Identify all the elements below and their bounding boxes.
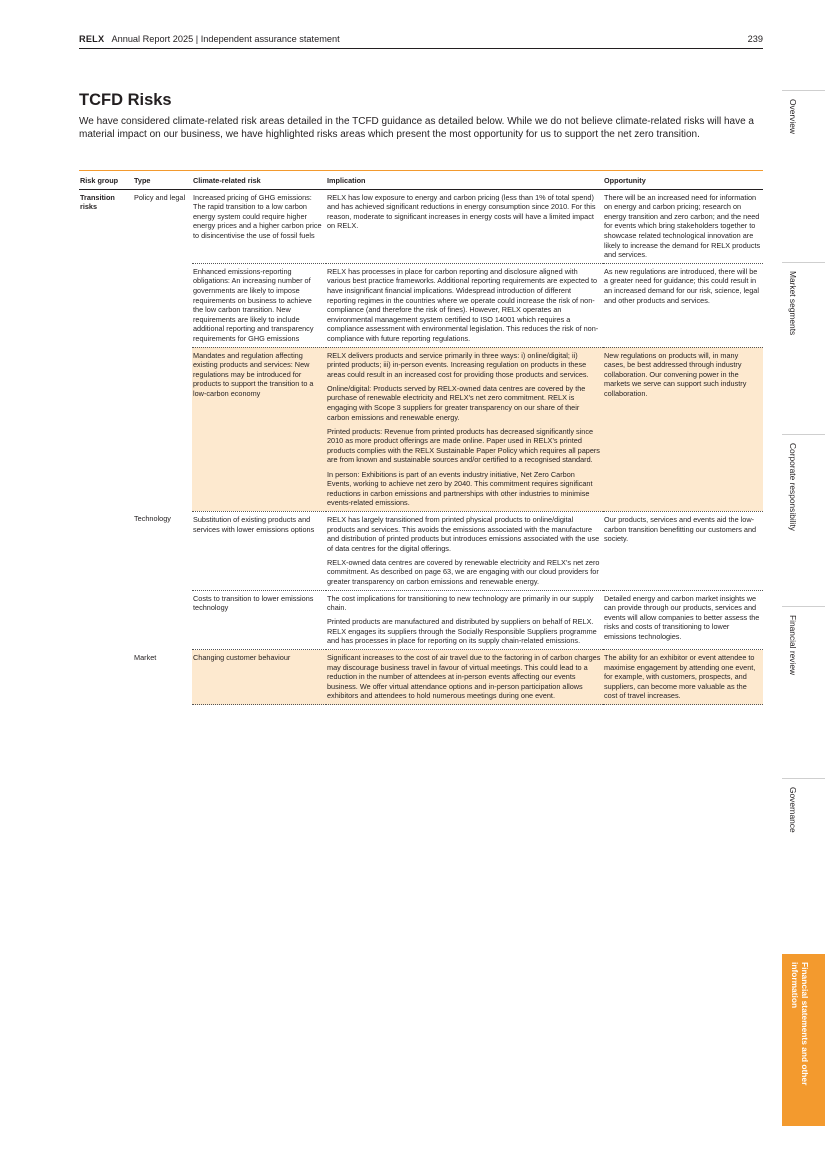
climate-risk-cell: Changing customer behaviour: [192, 650, 326, 705]
opportunity-cell: The ability for an exhibitor or event attendee to maximise engagement by attending one event, for example, with customers, prospects, and suppliers, can become more valuable as the cost of travel increases.: [603, 650, 763, 705]
implication-cell: [326, 347, 603, 511]
tab-label: Governance: [788, 787, 798, 833]
climate-risk-cell: Enhanced emissions-reporting obligations: An increasing number of governments are likely to impose requirements on business to achieve the low carbon transition. New requirements are likely to include additional reporting and transparency requirements for GHG emissions: [192, 263, 326, 347]
risk-group-cell: Transition risks: [80, 192, 115, 212]
type-cell: Technology: [134, 514, 171, 524]
risk-group-cell: [79, 511, 133, 590]
intro-paragraph: We have considered climate-related risk areas detailed in the TCFD guidance as detailed below. While we do not believe climate-related risks will have a material impact on our business, we have highlighted risks areas which present the most opportunity for us to support the net zero transition.: [79, 116, 754, 140]
tab-corporate-responsibility[interactable]: [782, 434, 825, 607]
implication-cell: [326, 590, 603, 649]
climate-risk-cell: Substitution of existing products and services with lower emissions options: [192, 511, 326, 590]
implication-paragraph: Online/digital: Products served by RELX-owned data centres are covered by the purchase of renewable electricity and RELX’s net zero commitment. RELX is engaging with Scope 3 suppliers for greater transparency on our share of their carbon emissions and renewable energy.: [327, 383, 586, 422]
tcfd-risk-table: [79, 172, 763, 705]
table-row: [79, 511, 763, 590]
page-title: TCFD Risks: [79, 91, 172, 109]
tab-market-segments[interactable]: [782, 262, 825, 435]
opportunity-cell: There will be an increased need for information on energy and carbon pricing; research on energy transition and zero carbon; and the need for events which bring stakeholders together to showcase related technological innovation are likely to increase the demand for RELX products and services.: [603, 189, 763, 263]
implication-cell: [326, 511, 603, 590]
table-row-highlighted: [79, 347, 763, 511]
climate-risk-cell: Costs to transition to lower emissions technology: [192, 590, 326, 649]
column-header-type: Type: [133, 172, 192, 189]
section-divider: [79, 170, 763, 171]
type-cell: Policy and legal: [134, 192, 186, 202]
brand-logo-text: RELX: [79, 34, 105, 44]
implication-paragraph: Printed products are manufactured and distributed by suppliers on behalf of RELX. RELX engages its suppliers through the Socially Responsible Suppliers programme and has processes in place for reporting on its supply chain-related emissions.: [327, 617, 597, 646]
column-header-implication: Implication: [326, 172, 603, 189]
header-subtitle: Annual Report 2025 | Independent assurance statement: [111, 34, 340, 44]
tab-financial-review[interactable]: [782, 606, 825, 779]
section-nav-tabs: [782, 90, 825, 1168]
risk-group-cell: [79, 347, 133, 511]
tab-overview[interactable]: [782, 90, 825, 263]
climate-risk-cell: Increased pricing of GHG emissions: The rapid transition to a low carbon energy system could require higher energy prices and a higher carbon price to disincentivise the use of fossil fuels: [192, 189, 326, 263]
implication-paragraph: Significant increases to the cost of air travel due to the factoring in of carbon charges may discourage business travel in favour of virtual meetings. This could lead to a reduction in the number of attendees at in-person events affecting our events business. We offer virtual attendance options and in-person participation allows exhibitors and attendees to hold numerous meetings during one event.: [327, 653, 601, 701]
implication-cell: [326, 189, 603, 263]
column-header-risk-group: Risk group: [79, 172, 133, 189]
table-row: [79, 590, 763, 649]
risk-group-cell: [79, 263, 133, 347]
risk-group-cell: [79, 590, 133, 649]
header-divider: [79, 48, 763, 49]
tab-financial-statements[interactable]: [782, 954, 825, 1126]
column-header-climate-risk: Climate-related risk: [192, 172, 326, 189]
implication-cell: [326, 263, 603, 347]
type-cell: [133, 263, 192, 347]
implication-cell: [326, 650, 603, 705]
page-number: 239: [747, 34, 763, 44]
type-cell: [133, 347, 192, 511]
implication-paragraph: Printed products: Revenue from printed products has decreased significantly since 2010 as more product offerings are made online. Paper used in RELX’s printed products complies with the RELX Sustainable Paper Policy which requires all papers are from known and sustainable sources and/or certified to a recognised standard.: [327, 426, 600, 465]
table-row-highlighted: [79, 650, 763, 705]
opportunity-cell: As new regulations are introduced, there will be a greater need for guidance; this could result in an increased demand for our risk, science, legal and other products and services.: [603, 263, 763, 347]
implication-paragraph: RELX-owned data centres are covered by renewable electricity and RELX’s net zero commitment. As described on page 63, we are engaging with our cloud providers for greater transparency on carbon emissions and renewable energy.: [327, 557, 600, 586]
table-row: [79, 263, 763, 347]
risk-group-cell: [79, 650, 133, 705]
tab-governance[interactable]: [782, 778, 825, 951]
type-cell: [133, 590, 192, 649]
table-header-row: [79, 172, 763, 189]
tab-label: Corporate responsibility: [788, 443, 798, 531]
table-row: [79, 189, 763, 263]
implication-paragraph: The cost implications for transitioning to new technology are primarily in our supply chain.: [327, 593, 594, 613]
implication-paragraph: RELX has largely transitioned from printed physical products to online/digital products and services. This avoids the emissions associated with the manufacture and distribution of printed products but introduces emissions associated with the use of data centres for the digital offerings.: [327, 514, 600, 553]
implication-paragraph: RELX delivers products and service primarily in three ways: i) online/digital; ii) printed products; iii) in-person events. Increasing regulation on products in these areas could result in an increased cost for providing those products and services.: [327, 350, 589, 379]
running-header: [79, 32, 763, 46]
tab-label: Market segments: [788, 271, 798, 336]
opportunity-cell: Detailed energy and carbon market insights we can provide through our products, services and events will allow companies to better assess the risks and costs of transitioning to lower emissions technologies.: [603, 590, 763, 649]
implication-paragraph: In person: Exhibitions is part of an events industry initiative, Net Zero Carbon Events, working to achieve net zero by 2040. This commitment requires significant reductions in carbon emissions and partnerships with other industries to minimise events-related emissions.: [327, 469, 593, 508]
opportunity-cell: Our products, services and events aid the low-carbon transition benefitting our customers and society.: [603, 511, 763, 590]
implication-paragraph: RELX has processes in place for carbon reporting and disclosure aligned with various best practice frameworks. Additional reporting requirements are expected to have insignificant financial implications. Widespread introduction of different reporting regimes in the countries where we operate could increase the risk of non-compliance (and therefore the risk of fines). However, RELX operates an environmental management system certified to ISO 14001 which requires a compliance assessment with environmental legislation. This reduces the risk of non-compliance with future reporting regulations.: [327, 266, 599, 343]
type-cell: Market: [134, 652, 157, 662]
climate-risk-cell: Mandates and regulation affecting existing products and services: New regulations may be introduced for products to support the transition to a low-carbon economy: [192, 347, 326, 511]
column-header-opportunity: Opportunity: [603, 172, 763, 189]
tab-label: Financial review: [788, 615, 798, 676]
tab-label: Overview: [788, 99, 798, 134]
opportunity-cell: New regulations on products will, in many cases, be best addressed through industry collaboration. Our convening power in the markets we serve can support such industry collaboration.: [603, 347, 763, 511]
implication-paragraph: RELX has low exposure to energy and carbon pricing (less than 1% of total spend) and has achieved significant reductions in energy consumption since 2010. For this reason, moderate to significant increases in energy costs will have a limited impact on RELX.: [327, 192, 596, 231]
tab-label: Financial statements and other information: [790, 962, 810, 1086]
